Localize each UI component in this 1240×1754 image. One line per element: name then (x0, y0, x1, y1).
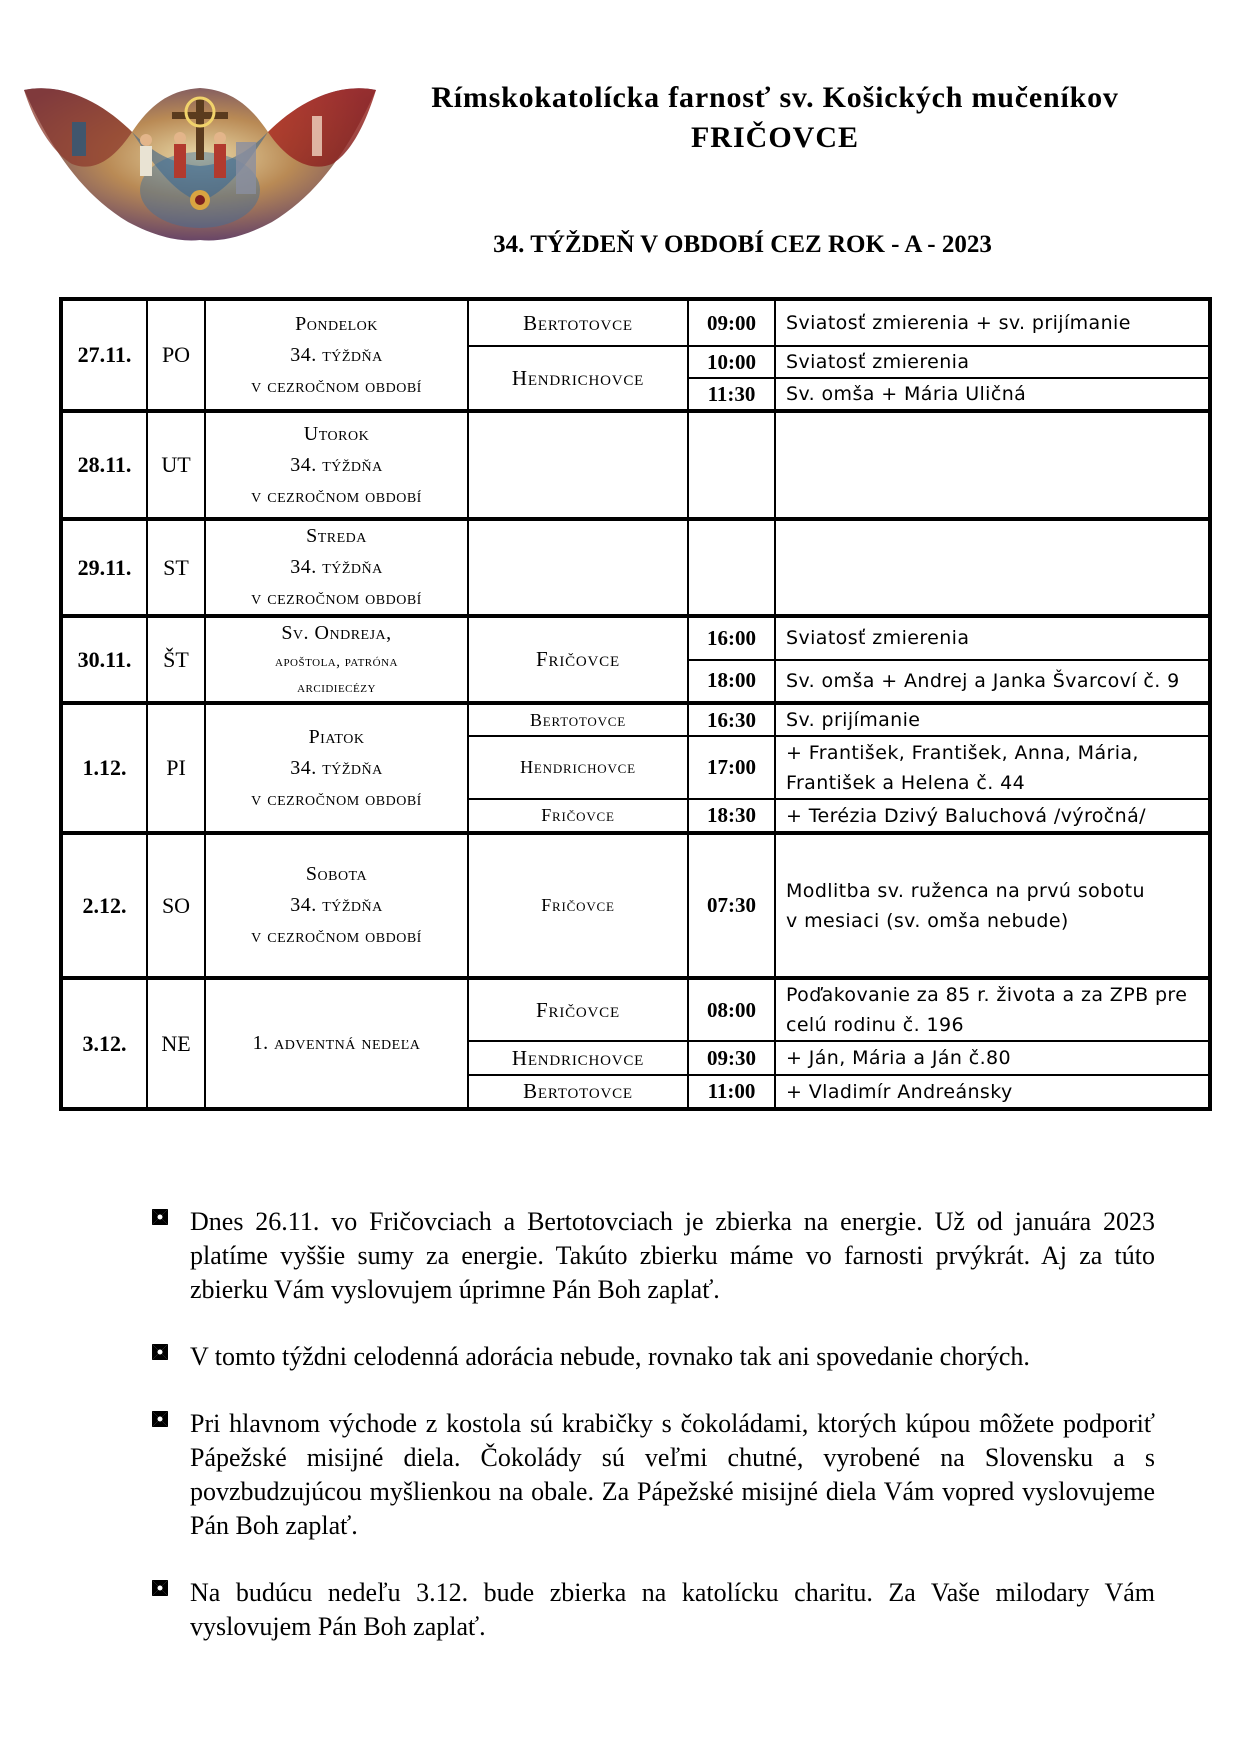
announcement-item (150, 1407, 1155, 1543)
parish-town: FRIČOVCE (690, 121, 859, 154)
day-date: 27.11. (61, 299, 147, 411)
day-name-line: Utorok (303, 422, 370, 445)
time-cell: 16:30 (688, 703, 775, 736)
day-name-line: 34. týždňa (290, 453, 383, 476)
time-cell: 10:00 (688, 346, 775, 378)
day-name-line: 1. adventná nedeľa (252, 1032, 421, 1054)
day-name-line: Piatok (308, 725, 365, 748)
day-name (205, 978, 468, 1109)
day-name-line: Streda (306, 525, 367, 547)
day-date: 30.11. (61, 616, 147, 703)
announcement-text: Na budúcu nedeľu 3.12. bude zbierka na katolícku charitu. Za Vaše milodary Vám vyslovujem Pán Boh zaplať. (190, 1578, 1155, 1641)
announcement-item (150, 1205, 1155, 1307)
day-name-line: arcidiecézy (297, 680, 376, 696)
day-name (205, 519, 468, 616)
day-name (205, 616, 468, 703)
day-name-line: v cezročnom období (251, 587, 422, 609)
day-name-line: 34. týždňa (290, 894, 383, 916)
schedule-row (61, 519, 1210, 616)
announcements-list (150, 1205, 1155, 1677)
day-date: 3.12. (61, 978, 147, 1109)
cross-bullet-icon (150, 1342, 170, 1362)
day-date: 29.11. (61, 519, 147, 616)
day-name-line: v cezročnom období (251, 374, 422, 397)
intention-cell (775, 519, 1210, 616)
announcement-item (150, 1340, 1155, 1374)
place-cell (468, 519, 688, 616)
place-cell: Bertotovce (468, 703, 688, 736)
announcement-text: V tomto týždni celodenná adorácia nebude, rovnako tak ani spovedanie chorých. (190, 1342, 1030, 1371)
time-cell: 18:30 (688, 799, 775, 833)
time-cell: 09:00 (688, 299, 775, 346)
day-name-line: 34. týždňa (290, 343, 383, 366)
time-cell: 17:00 (688, 736, 775, 799)
day-abbr: UT (147, 411, 205, 519)
schedule-row (61, 833, 1210, 978)
day-abbr: ŠT (147, 616, 205, 703)
place-cell: Hendrichovce (468, 1041, 688, 1075)
day-name (205, 703, 468, 833)
day-name-line: v cezročnom období (251, 787, 422, 810)
time-cell (688, 519, 775, 616)
intention-cell: + Ján, Mária a Ján č.80 (775, 1041, 1210, 1075)
intention-cell: Sv. omša + Mária Uličná (775, 378, 1210, 411)
announcement-text: Dnes 26.11. vo Fričovciach a Bertotovciach je zbierka na energie. Už od januára 2023 platíme vyššie sumy za energie. Takúto zbierku máme vo farnosti prvýkrát. Aj za túto zbierku Vám vyslovujem úprimne Pán Boh zaplať. (190, 1207, 1155, 1304)
schedule-row (61, 616, 1210, 660)
place-cell (468, 411, 688, 519)
cross-bullet-icon (150, 1578, 170, 1598)
announcement-text: Pri hlavnom východe z kostola sú krabičky s čokoládami, ktorých kúpou môžete podporiť Pápežské misijné diela. Čokolády sú veľmi chutné, vyrobené na Slovensku a s povzbudzujúcou myšlienkou na obale. Za Pápežské misijné diela Vám vopred vyslovujeme Pán Boh zaplať. (190, 1409, 1155, 1540)
intention-cell: Poďakovanie za 85 r. života a za ZPB pre celú rodinu č. 196 (775, 978, 1210, 1041)
intention-line: Modlitba sv. ruženca na prvú sobotu (786, 879, 1145, 902)
day-abbr: PI (147, 703, 205, 833)
schedule-row (61, 703, 1210, 736)
day-date: 28.11. (61, 411, 147, 519)
schedule-row (61, 978, 1210, 1041)
day-name-line: 34. týždňa (290, 556, 383, 578)
place-cell: Bertotovce (468, 299, 688, 346)
intention-cell: + Terézia Dzivý Baluchová /výročná/ (775, 799, 1210, 833)
day-name (205, 299, 468, 411)
announcement-item (150, 1576, 1155, 1644)
day-abbr: NE (147, 978, 205, 1109)
day-abbr: PO (147, 299, 205, 411)
time-cell: 08:00 (688, 978, 775, 1041)
place-cell: Hendrichovce (468, 736, 688, 799)
intention-line: v mesiaci (sv. omša nebude) (786, 909, 1069, 932)
time-cell: 11:00 (688, 1075, 775, 1109)
place-cell: Fričovce (468, 616, 688, 703)
day-abbr: SO (147, 833, 205, 978)
day-name-line: Sobota (305, 863, 368, 885)
day-name-line: Pondelok (295, 312, 378, 335)
parish-logo (22, 72, 378, 242)
schedule-row (61, 411, 1210, 519)
schedule-row (61, 299, 1210, 346)
time-cell: 09:30 (688, 1041, 775, 1075)
time-cell (688, 411, 775, 519)
intention-cell (775, 833, 1210, 978)
intention-cell: Sviatosť zmierenia (775, 616, 1210, 660)
time-cell: 16:00 (688, 616, 775, 660)
intention-cell: Sv. omša + Andrej a Janka Švarcoví č. 9 (775, 660, 1210, 704)
place-cell: Fričovce (468, 833, 688, 978)
intention-cell: + František, František, Anna, Mária, František a Helena č. 44 (775, 736, 1210, 799)
time-cell: 11:30 (688, 378, 775, 411)
place-cell: Bertotovce (468, 1075, 688, 1109)
week-title: 34. TÝŽDEŇ V OBDOBÍ CEZ ROK - A - 2023 (493, 231, 992, 258)
day-name (205, 833, 468, 978)
place-cell: Fričovce (468, 799, 688, 833)
day-name-line: 34. týždňa (290, 756, 383, 779)
day-name (205, 411, 468, 519)
mass-schedule-table (59, 297, 1212, 1111)
day-date: 2.12. (61, 833, 147, 978)
day-name-line: apoštola, patróna (275, 654, 398, 670)
cross-bullet-icon (150, 1409, 170, 1429)
parish-name: Rímskokatolícka farnosť sv. Košických mučeníkov (431, 81, 1119, 114)
intention-cell: + Vladimír Andreánsky (775, 1075, 1210, 1109)
intention-cell: Sv. prijímanie (775, 703, 1210, 736)
intention-cell: Sviatosť zmierenia + sv. prijímanie (775, 299, 1210, 346)
day-abbr: ST (147, 519, 205, 616)
day-date: 1.12. (61, 703, 147, 833)
time-cell: 18:00 (688, 660, 775, 704)
day-name-line: Sv. Ondreja, (281, 622, 392, 644)
intention-cell: Sviatosť zmierenia (775, 346, 1210, 378)
place-cell: Hendrichovce (468, 346, 688, 411)
day-name-line: v cezročnom období (251, 925, 422, 947)
day-name-line: v cezročnom období (251, 484, 422, 507)
intention-cell (775, 411, 1210, 519)
time-cell: 07:30 (688, 833, 775, 978)
place-cell: Fričovce (468, 978, 688, 1041)
cross-bullet-icon (150, 1207, 170, 1227)
